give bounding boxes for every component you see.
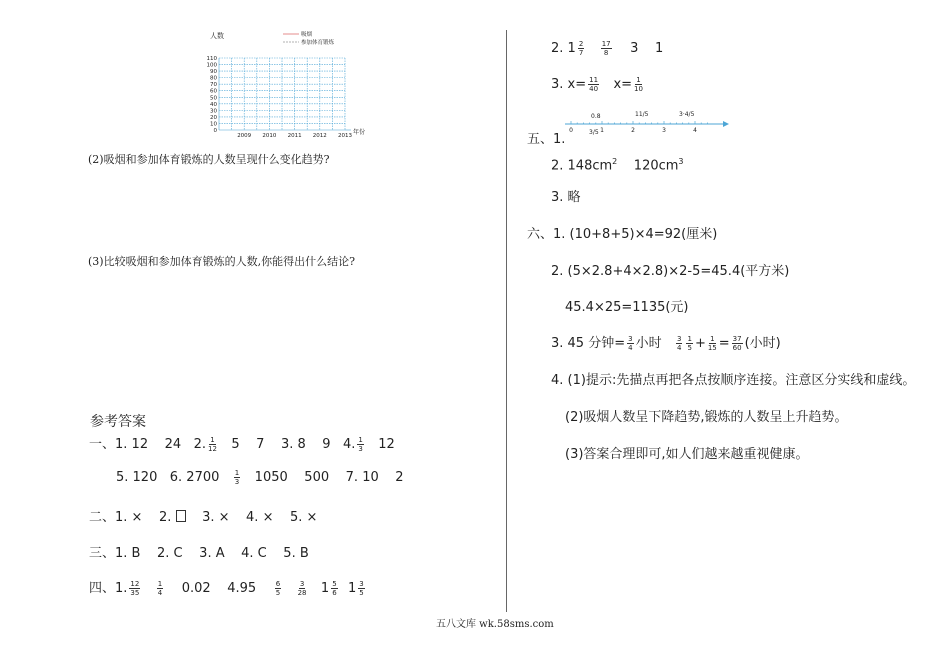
section1-row2: 5. 120 6. 2700 $\frac{1}{3}$ 1050 500 7. 10 2 (116, 469, 404, 486)
nl-mark-0-8: 0.8 (591, 113, 601, 120)
number-line-tick-label: 2 (631, 127, 635, 134)
section1-label: 一、 (89, 437, 116, 452)
fraction: $\frac{3}{28}$ (297, 580, 307, 597)
fraction: $\frac{6}{5}$ (275, 580, 281, 597)
question-2: (2)吸烟和参加体育锻炼的人数呈现什么变化趋势? (88, 153, 330, 166)
answer-s6-4a: 4. (1)提示:先描点再把各点按顺序连接。注意区分实线和虚线。 (551, 373, 916, 388)
fraction: $\frac{1}{10}$ (634, 76, 643, 93)
x-tick-label: 2011 (287, 133, 302, 139)
mixed-number: 1 $\frac{2}{7}$ (567, 40, 584, 57)
chart-grid-lines (219, 58, 351, 130)
chart-x-ticks (237, 133, 352, 139)
section3-row: 三、1. B 2. C 3. A 4. C 5. B (89, 546, 309, 561)
fraction: $\frac{37}{60}$ (732, 335, 742, 352)
x-tick-label: 2013 (338, 133, 352, 139)
y-tick-label: 110 (206, 56, 217, 62)
fraction: $\frac{17}{8}$ (601, 40, 611, 57)
answer-s5-2: 2. $148cm^2$ $120cm^3$ (551, 157, 684, 174)
fraction: $\frac{1}{3}$ (234, 469, 240, 486)
chart-legend (283, 30, 335, 46)
y-tick-label: 80 (210, 75, 217, 82)
fraction: $\frac{12}{35}$ (130, 580, 140, 597)
y-tick-label: 70 (210, 82, 217, 89)
number-line (563, 104, 733, 144)
fraction: $\frac{11}{40}$ (589, 76, 599, 93)
answer-s6-3: 3. 45 分钟= $\frac{3}{4}$ 小时 $\frac{3}{4}$ $\frac{1}{5}$ + $\frac{1}{15}$ = $\frac{37}{60}$ (小时) (551, 335, 781, 352)
y-tick-label: 10 (210, 121, 217, 128)
nl-mark-3-4-5: 3·4/5 (679, 111, 695, 118)
chart-y-label: 人数 (210, 32, 224, 40)
footer-watermark: 五八文库 wk.58sms.com (436, 619, 554, 630)
chart-x-label: 年份 (353, 129, 366, 136)
answer-s6-4c: (3)答案合理即可,如人们越来越重视健康。 (565, 447, 809, 462)
fraction: $\frac{3}{4}$ (677, 335, 682, 352)
legend-smoke: 吸烟 (301, 32, 313, 38)
section2-row: 二、1. × 2. 3. × 4. × 5. × (89, 510, 318, 525)
y-tick-label: 50 (210, 95, 217, 102)
y-tick-label: 100 (206, 62, 217, 69)
fraction: $\frac{1}{4}$ (157, 580, 163, 597)
y-tick-label: 30 (210, 108, 217, 115)
answers-title: 参考答案 (90, 414, 146, 430)
x-tick-label: 2009 (237, 133, 252, 139)
answer-r3: 3. x= $\frac{11}{40}$ x= $\frac{1}{10}$ (551, 76, 643, 93)
answer-s6-4b: (2)吸烟人数呈下降趋势,锻炼的人数呈上升趋势。 (565, 410, 848, 425)
legend-sport: 参加体育锻炼 (301, 40, 335, 46)
section1-row1: 一、1. 12 24 2. $\frac{1}{12}$ 5 7 3. 8 9 4. $\frac{1}{3}$ 12 (89, 436, 395, 453)
y-tick-label: 40 (210, 101, 217, 108)
line-chart-grid (205, 28, 370, 146)
fraction: $\frac{1}{3}$ (358, 436, 363, 453)
nl-mark-3-5: 3/5 (589, 129, 599, 136)
mixed-number: 1 $\frac{3}{5}$ (347, 580, 364, 597)
answer-s5-3: 3. 略 (551, 190, 581, 205)
nl-mark-11-5: 11/5 (635, 111, 649, 118)
section5-label: 五、1. (527, 132, 566, 147)
number-line-tick-label: 3 (662, 127, 666, 134)
chart-y-ticks (207, 56, 218, 134)
fraction: $\frac{1}{5}$ (687, 335, 692, 352)
answer-s6-2b: 45.4×25=1135(元) (565, 300, 689, 315)
fraction: $\frac{1}{12}$ (207, 436, 217, 453)
question-3: (3)比较吸烟和参加体育锻炼的人数,你能得出什么结论? (88, 255, 355, 268)
y-tick-label: 20 (210, 114, 217, 121)
x-tick-label: 2012 (312, 133, 327, 139)
y-tick-label: 0 (213, 128, 217, 134)
answer-s6-1: 六、1. (10+8+5)×4=92(厘米) (527, 227, 718, 242)
section4-row: 四、1. $\frac{12}{35}$ $\frac{1}{4}$ 0.02 4.95 $\frac{6}{5}$ $\frac{3}{28}$ 1 $\frac{5}{6}$ 1 $\frac{3}{5}$ (89, 577, 367, 597)
y-tick-label: 90 (210, 69, 217, 76)
number-line-tick-label: 4 (693, 127, 697, 134)
answer-s6-2: 2. (5×2.8+4×2.8)×2-5=45.4(平方米) (551, 264, 790, 279)
fraction: $\frac{3}{4}$ (628, 335, 633, 352)
checkmark-box-icon (176, 510, 186, 522)
y-tick-label: 60 (210, 88, 217, 95)
answer-r2: 2. 1 $\frac{2}{7}$ $\frac{17}{8}$ 3 1 (551, 40, 664, 57)
number-line-tick-label: 1 (600, 127, 604, 134)
fraction: $\frac{1}{15}$ (707, 335, 717, 352)
column-divider (506, 30, 507, 612)
x-tick-label: 2010 (262, 133, 277, 139)
mixed-number: 1 $\frac{5}{6}$ (320, 580, 337, 597)
number-line-tick-label: 0 (569, 127, 573, 134)
